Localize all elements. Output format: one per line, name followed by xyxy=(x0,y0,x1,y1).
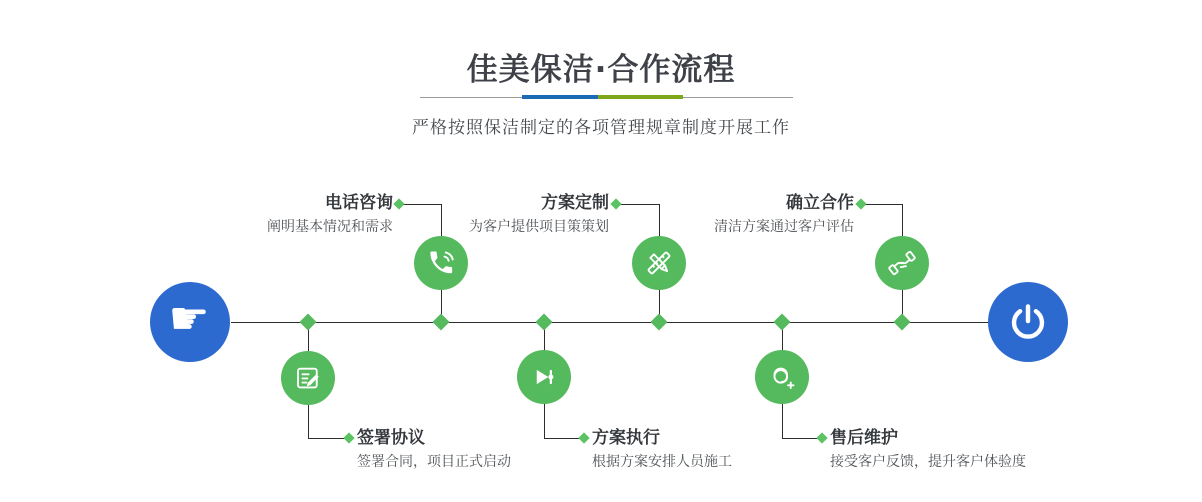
timeline-start-node xyxy=(150,282,230,362)
timeline-node-diamond xyxy=(300,314,317,331)
step-node-execute xyxy=(517,350,571,404)
step-desc: 阐明基本情况和需求 xyxy=(267,219,393,235)
contract-pen-icon xyxy=(293,363,323,393)
handshake-icon xyxy=(887,248,917,278)
step-title: 签署协议 xyxy=(357,428,425,448)
pencil-ruler-icon xyxy=(644,248,674,278)
step-title: 售后维护 xyxy=(830,428,898,448)
timeline-end-node xyxy=(988,282,1068,362)
step-label-aftersale-maintain xyxy=(830,428,1110,470)
step-node-aftersale xyxy=(755,350,809,404)
play-next-icon xyxy=(529,362,559,392)
timeline-node-diamond xyxy=(774,314,791,331)
step-node-plan xyxy=(632,236,686,290)
label-diamond xyxy=(855,198,866,209)
timeline-node-diamond xyxy=(651,314,668,331)
step-title: 方案执行 xyxy=(592,428,660,448)
page-subtitle: 严格按照保洁制定的各项管理规章制度开展工作 xyxy=(412,118,790,138)
label-diamond xyxy=(610,198,621,209)
step-node-contract xyxy=(281,351,335,405)
title-divider-blue-segment xyxy=(522,95,598,99)
step-desc: 接受客户反馈，提升客户体验度 xyxy=(830,454,1026,470)
label-diamond xyxy=(343,432,354,443)
phone-icon xyxy=(426,248,456,278)
timeline-node-diamond xyxy=(894,314,911,331)
step-label-establish-coop xyxy=(634,193,854,235)
step-node-phone xyxy=(414,236,468,290)
power-icon xyxy=(1006,300,1050,344)
step-label-phone-consult xyxy=(173,193,393,235)
title-divider-green-segment xyxy=(598,95,683,99)
page-title: 佳美保洁·合作流程 xyxy=(466,52,736,88)
timeline-node-diamond xyxy=(536,314,553,331)
step-title: 方案定制 xyxy=(541,193,609,213)
step-desc: 根据方案安排人员施工 xyxy=(592,454,732,470)
step-desc: 签署合同，项目正式启动 xyxy=(357,454,511,470)
step-desc: 为客户提供项目策策划 xyxy=(469,219,609,235)
step-title: 确立合作 xyxy=(786,193,854,213)
connector-line xyxy=(861,204,902,205)
headset-plus-icon xyxy=(767,362,797,392)
timeline-line xyxy=(231,322,988,323)
step-title: 电话咨询 xyxy=(325,193,393,213)
step-desc: 清洁方案通过客户评估 xyxy=(714,219,854,235)
step-node-cooperate xyxy=(875,236,929,290)
timeline-node-diamond xyxy=(433,314,450,331)
pointing-hand-icon: ☛ xyxy=(168,291,210,345)
step-label-plan-custom xyxy=(389,193,609,235)
